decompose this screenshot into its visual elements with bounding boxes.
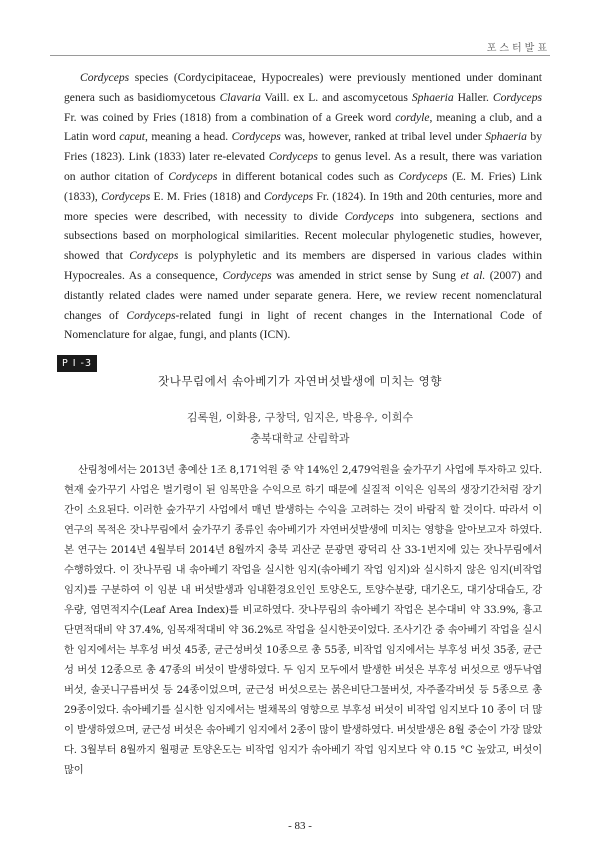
italic-term: Cordyceps [101,189,151,203]
korean-abstract-paragraph: 산림청에서는 2013년 총예산 1조 8,171억원 중 약 14%인 2,479억원을 숲가꾸기 사업에 투자하고 있다. 현재 숲가꾸기 사업은 벌기령이 된 임목만을 수익으로 하기 때문에 실질적 이익은 임목의 생장기간처럼 장기간이 소요된다. 이러한 숲가꾸기 사업에서 매년 발생하는 수익을 고려하는 것이 바람직 할 것이다. 따라서 이 연구의 목적은 잣나무림에서 숲가꾸기 종류인 솎아베기가 자연버섯발생에 미치는 영향을 알아보고자 하였다. 본 연구는 2014년 4월부터 2014년 8월까지 충북 괴산군 문광면 광덕리 산 33-1번지에 있는 잣나무림에서 수행하였다. 이 잣나무림 내 솎아베기 작업을 실시한 임지(솎아베기 작업 임지)와 실시하지 않은 임지(비작업 임지)를 구분하여 이 임분 내 버섯발생과 임내환경요인인 토양온도, 토양수분량, 대기온도, 대기상대습도, 강우량, 엽면적지수(Leaf Area Index)를 비교하였다. 잣나무림의 솎아베기 작업은 본수대비 약 33.9%, 흉고단면적대비 약 37.4%, 임목재적대비 약 36.2%로 작업을 실시한곳이었다. 조사기간 중 솎아베기 작업을 실시한 임지에서는 부후성 버섯 45종, 균근성버섯 10종으로 총 55종, 비작업 임지에서는 부후성 버섯 35종, 균근성 버섯 12종으로 총 47종의 버섯이 발생하였다. 두 임지 모두에서 발생한 버섯은 부후성 버섯으로 앵두낙엽버섯, 솔곳니구름버섯 등 24종이었으며, 균근성 버섯으로는 붉은비단그물버섯, 자주졸각버섯 등 5종으로 총 29종이었다. 솎아베기를 실시한 임지에서는 벌채목의 영향으로 부후성 버섯이 비작업 임지보다 10 종이 더 많이 발생하였으며, 균근성 버섯은 솎아베기 임지에서 2종이 많이 발생하였다. 버섯발생은 8월 중순이 가장 많았다. 3월부터 8월까지 월평균 토양온도는 비작업 임지가 솎아베기 작업 임지보다 약 0.15 °C 높았고, 버섯이 많이 [64,464,542,776]
italic-term: Cordyceps [80,71,130,84]
italic-term: Cordyceps [268,150,318,164]
italic-term: caput [119,130,145,144]
english-abstract-paragraph [64,68,542,345]
text-run: E. M. Fries (1818) and [150,189,264,203]
text-run: (2007) and distantly related clades were named under separate genera. Here, we review recent nomenclatural changes of [64,268,542,322]
text-run: Fr. (1824). In 19th and 20th centuries, more and more species were described, with necessity to divide [64,189,542,223]
text-run: Haller. [453,90,493,104]
text-run: species (Cordycipitaceae, Hypocreales) were previously mentioned under dominant genera such as basidiomycetous [64,71,542,104]
paper-title: 잣나무림에서 솎아베기가 자연버섯발생에 미치는 영향 [158,374,442,388]
text-run: was amended in strict sense by Sung [271,268,461,282]
italic-term: Cordyceps [398,169,448,183]
italic-term: Clavaria [219,90,261,104]
text-run: is polyphyletic and its members are dispersed in various clades within Hypocreales. As a consequence, [64,249,542,282]
italic-term: Cordyceps [222,268,272,282]
italic-term: Cordyceps [126,308,176,322]
italic-term: Cordyceps [168,169,218,183]
text-run: to genus level. As a result, there was variation on author citation of [64,150,542,183]
section-header-label: 포스터발표 [486,43,550,54]
page-number: - 83 - [288,820,312,832]
italic-term: Cordyceps [492,90,542,104]
italic-term: Sphaeria [411,90,454,104]
text-run: in different botanical codes such as [217,169,399,183]
text-run: , meaning a club, and a Latin word [64,110,543,144]
header-divider [50,55,550,56]
text-run: was, however, ranked at tribal level under [280,130,486,144]
text-run: -related fungi in light of recent changes in the International Code of Nomenclature for algae, fungi, and plants (ICN). [64,308,542,342]
text-run: into subgenera, sections and subsections based on morphological similarities. Recent molecular phylogenetic studies, however, showed that [64,209,542,263]
text-run: (E. M. Fries) Link (1833), [64,169,543,203]
text-run: by Fries (1823). Link (1833) later re-elevated [64,130,542,164]
text-run: Fr. was coined by Fries (1818) from a combination of a Greek word [64,110,396,124]
italic-term: Cordyceps [344,209,394,223]
italic-term: Cordyceps [129,249,179,263]
italic-term: Cordyceps [263,189,314,203]
italic-term: Sphaeria [485,130,527,144]
poster-id-badge: P I -3 [57,355,97,372]
text-run: Vaill. ex L. and ascomycetous [260,90,412,104]
text-run: , meaning a head. [145,130,232,144]
italic-term: et al. [460,268,486,282]
italic-term: cordyle [395,110,430,124]
author-affiliation: 충북대학교 산림학과 [250,432,350,445]
italic-term: Cordyceps [231,130,281,144]
author-list: 김록원, 이화용, 구창덕, 임지은, 박용우, 이희수 [186,411,414,424]
